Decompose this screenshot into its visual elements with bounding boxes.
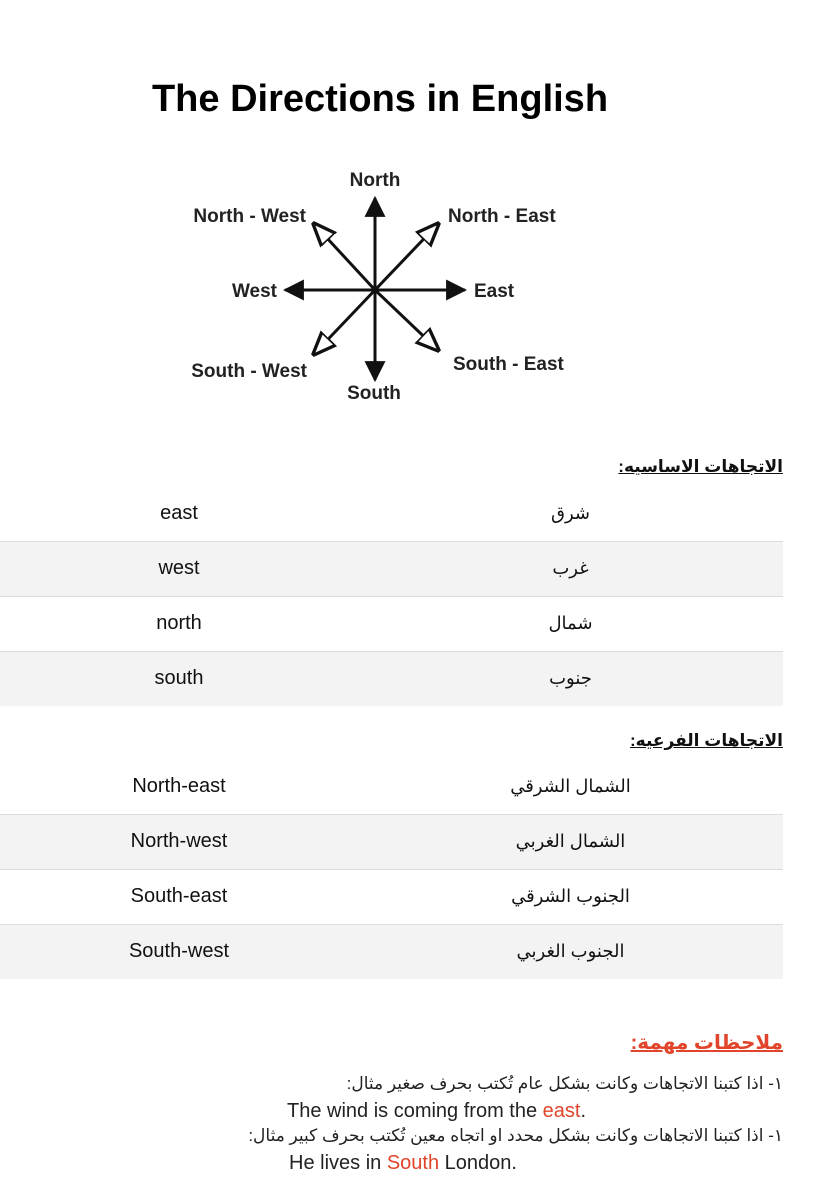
- label-east: East: [474, 281, 515, 302]
- table-row: [0, 651, 783, 706]
- label-south-east: South - East: [453, 354, 564, 375]
- south-west-arrow: [314, 290, 375, 354]
- example-2-end: London.: [439, 1152, 517, 1174]
- example-1-text: The wind is coming from the: [287, 1100, 543, 1122]
- sub-directions-heading: الاتجاهات الفرعيه:: [629, 731, 783, 750]
- arabic-word: الشمال الشرقي: [358, 759, 783, 814]
- arabic-word: شمال: [358, 596, 783, 651]
- example-2-highlight: South: [386, 1152, 440, 1174]
- english-word: South-west: [128, 940, 230, 963]
- north-west-arrow: [314, 224, 375, 290]
- sub-directions-table: [0, 759, 783, 979]
- english-word: west: [0, 541, 358, 596]
- arabic-word: الشمال الغربي: [358, 814, 783, 869]
- table-row: [0, 759, 783, 814]
- english-word: North-west: [0, 814, 358, 869]
- label-west: West: [231, 281, 277, 302]
- arabic-word: شرق: [358, 486, 783, 541]
- arabic-word: الجنوب الشرقي: [358, 869, 783, 924]
- south-east-arrow: [375, 290, 438, 350]
- table-row: [0, 814, 783, 869]
- arabic-word: جنوب: [549, 668, 592, 689]
- label-south: South: [347, 383, 401, 404]
- example-2-text: He lives in: [289, 1152, 387, 1174]
- table-row: [0, 486, 783, 541]
- example-1-highlight: east: [542, 1100, 581, 1122]
- english-word: North-east: [0, 759, 358, 814]
- north-east-arrow: [375, 224, 438, 290]
- example-1: [287, 1100, 586, 1123]
- example-2: [289, 1152, 517, 1175]
- table-row: [0, 596, 783, 651]
- table-row: [0, 924, 783, 979]
- table-row: [0, 869, 783, 924]
- label-north-east: North - East: [448, 206, 556, 227]
- arabic-word: الجنوب الغربي: [516, 941, 625, 962]
- table-row: [0, 541, 783, 596]
- basic-directions-table: [0, 486, 783, 706]
- notes-heading: ملاحظات مهمة:: [630, 1032, 783, 1054]
- english-word: south: [154, 667, 204, 690]
- arabic-word: غرب: [358, 541, 783, 596]
- label-north: North: [349, 170, 401, 191]
- compass-diagram: [160, 160, 600, 410]
- label-south-west: South - West: [191, 361, 307, 382]
- example-1-end: .: [580, 1100, 587, 1122]
- label-north-west: North - West: [193, 206, 306, 227]
- english-word: north: [0, 596, 358, 651]
- note-1: ١- اذا كتبنا الاتجاهات وكانت بشكل عام تُكتب بحرف صغير مثال:: [346, 1074, 783, 1093]
- english-word: South-east: [0, 869, 358, 924]
- page-title: The Directions in English: [151, 78, 609, 120]
- basic-directions-heading: الاتجاهات الاساسيه:: [618, 457, 783, 476]
- note-2: ١- اذا كتبنا الاتجاهات وكانت بشكل محدد او اتجاه معين تُكتب بحرف كبير مثال:: [248, 1126, 783, 1145]
- english-word: east: [0, 486, 358, 541]
